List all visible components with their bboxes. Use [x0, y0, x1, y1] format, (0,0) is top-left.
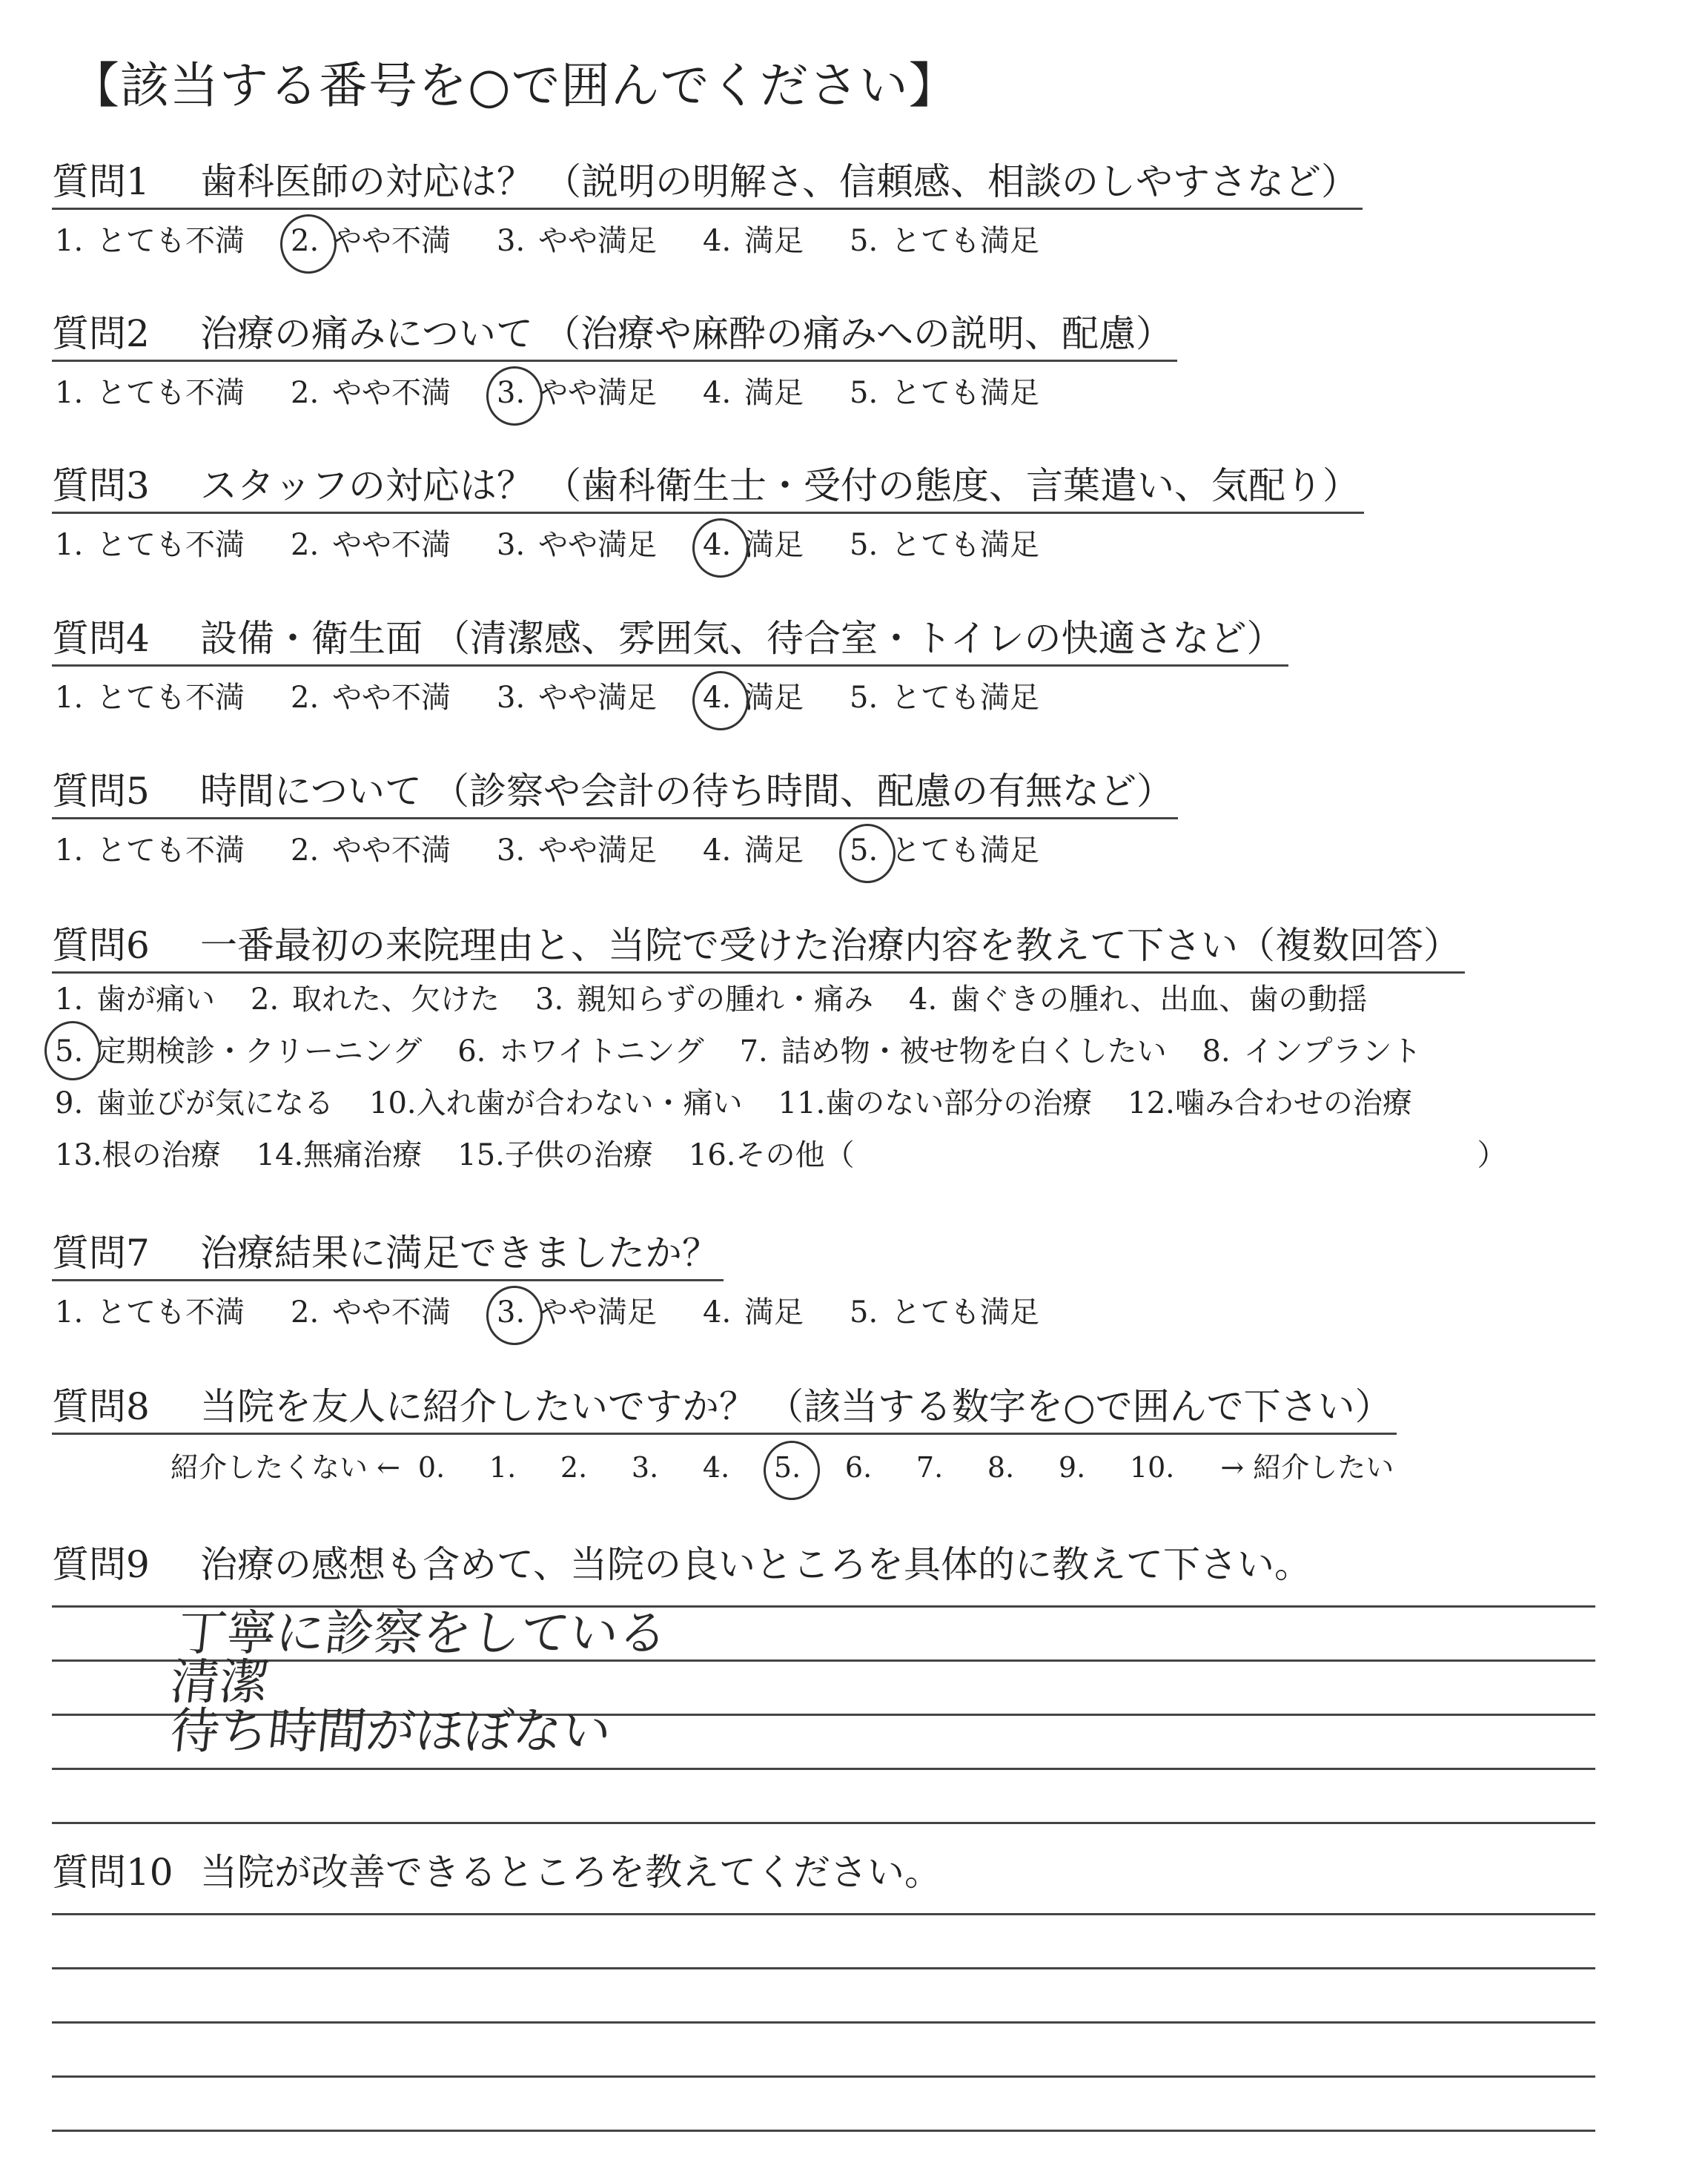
answer-line[interactable] — [52, 2024, 1595, 2078]
answer-option-3[interactable] — [494, 828, 657, 873]
question-number: 質問4 — [52, 617, 150, 660]
question-number: 質問5 — [52, 770, 150, 813]
option-label: やや満足 — [538, 376, 657, 410]
option-label: インプラント — [1243, 1034, 1422, 1069]
question-note: （清潔感、雰囲気、待合室・トイレの快適さなど） — [433, 617, 1284, 660]
option-label: 噛み合わせの治療 — [1174, 1086, 1412, 1120]
option-number: 5. — [850, 224, 878, 258]
handwritten-line: 丁寧に診察をしている — [175, 1605, 671, 1662]
answer-option-2[interactable] — [288, 676, 451, 720]
answer-options — [52, 523, 1364, 567]
answer-options — [52, 1290, 1082, 1335]
multi-choice-option[interactable] — [775, 1077, 1093, 1129]
multi-choice-option[interactable] — [1125, 1077, 1412, 1129]
answer-option-3[interactable] — [494, 676, 657, 720]
option-number: 1. — [55, 224, 84, 258]
option-label: 歯ぐきの腫れ、出血、歯の動揺 — [950, 982, 1368, 1017]
option-number: 5. — [850, 528, 878, 562]
option-number: 1. — [55, 376, 84, 410]
question-text: 治療の感想も含めて、当院の良いところを具体的に教えて下さい。 — [200, 1543, 1311, 1586]
question-text: 時間について — [200, 770, 422, 813]
answer-option-3[interactable] — [494, 371, 657, 415]
multi-choice-row — [52, 1077, 1540, 1129]
question-number: 質問9 — [52, 1543, 150, 1586]
option-number: 5. — [850, 376, 878, 410]
scale-left-label: 紹介したくない ← — [171, 1451, 400, 1484]
scale-number: 5. — [771, 1445, 811, 1490]
question-note: （説明の明解さ、信頼感、相談のしやすさなど） — [544, 160, 1358, 203]
scale-option[interactable] — [984, 1445, 1025, 1490]
answer-option-1[interactable] — [52, 371, 245, 415]
scale-number: 0. — [417, 1451, 446, 1484]
option-number: 5. — [850, 1295, 878, 1330]
option-label: やや不満 — [332, 376, 451, 410]
option-number: 4. — [703, 1295, 732, 1330]
option-number: 4. — [703, 376, 732, 410]
question-heading — [52, 1227, 724, 1281]
question-heading — [52, 919, 1465, 974]
question-8 — [52, 1381, 1409, 1490]
answer-option-1[interactable] — [52, 828, 245, 873]
option-number: 2. — [251, 982, 279, 1017]
option-label: ホワイトニング — [499, 1034, 704, 1069]
option-number: 5. — [850, 681, 878, 715]
question-heading — [52, 1381, 1397, 1435]
option-label: 歯並びが気になる — [96, 1086, 334, 1120]
answer-line[interactable] — [52, 1861, 1595, 1915]
question-6 — [52, 919, 1540, 1181]
option-number: 16. — [688, 1138, 736, 1172]
option-label: とても満足 — [891, 1295, 1039, 1330]
scale-option[interactable] — [771, 1445, 811, 1490]
option-number: 15. — [457, 1138, 505, 1172]
option-label: とても不満 — [96, 1295, 245, 1330]
option-number: 4. — [700, 676, 744, 720]
multi-choice-row — [52, 1129, 1540, 1181]
question-heading — [52, 156, 1363, 210]
question-note: （治療や麻酔の痛みへの説明、配慮） — [543, 312, 1173, 355]
question-number: 質問6 — [52, 924, 150, 967]
question-text: 当院を友人に紹介したいですか？ — [200, 1385, 756, 1428]
answer-option-1[interactable] — [52, 523, 245, 567]
option-label: 満足 — [744, 1295, 804, 1330]
question-note: （該当する数字を○で囲んで下さい） — [767, 1385, 1392, 1428]
option-label: やや不満 — [332, 1295, 451, 1330]
answer-option-5[interactable] — [847, 828, 1039, 873]
question-heading — [52, 460, 1364, 514]
multi-choice-option[interactable] — [366, 1077, 743, 1129]
scale-number: 4. — [702, 1451, 730, 1484]
question-number: 質問7 — [52, 1232, 150, 1275]
question-text: 歯科医師の対応は？ — [200, 160, 534, 203]
option-number: 3. — [497, 833, 526, 868]
option-number: 11. — [778, 1086, 826, 1120]
option-number: 3. — [497, 224, 526, 258]
option-number: 5. — [52, 1025, 96, 1077]
option-number: 7. — [739, 1034, 768, 1069]
option-label: 満足 — [744, 833, 804, 868]
question-text: 設備・衛生面 — [200, 617, 423, 660]
option-label: やや満足 — [538, 681, 657, 715]
option-number: 10. — [369, 1086, 417, 1120]
question-text: 当院が改善できるところを教えてください。 — [200, 1851, 941, 1894]
scale-number: 7. — [916, 1451, 944, 1484]
answer-option-3[interactable] — [494, 523, 657, 567]
scale-number: 2. — [560, 1451, 588, 1484]
multi-choice-option[interactable] — [454, 1025, 704, 1077]
answer-option-4[interactable] — [700, 219, 804, 263]
option-number: 13. — [55, 1138, 102, 1172]
option-label: やや満足 — [538, 833, 657, 868]
answer-option-3[interactable] — [494, 1290, 657, 1335]
answer-option-5[interactable] — [847, 1290, 1039, 1335]
recommend-scale — [156, 1445, 1409, 1490]
handwritten-answer — [168, 1605, 671, 1760]
scale-number: 3. — [631, 1451, 659, 1484]
option-number: 1. — [55, 1295, 84, 1330]
option-label: とても不満 — [96, 376, 245, 410]
question-number: 質問1 — [52, 160, 150, 203]
answer-options — [52, 219, 1363, 263]
option-number: 1. — [55, 833, 84, 868]
option-number: 2. — [291, 1295, 320, 1330]
multi-choice-option[interactable] — [52, 1025, 422, 1077]
option-label: やや不満 — [332, 681, 451, 715]
handwritten-line: 待ち時間がほぼない — [168, 1702, 615, 1760]
question-text: 治療の痛みについて — [200, 312, 533, 355]
option-label: 満足 — [744, 528, 804, 562]
option-label: とても満足 — [891, 528, 1039, 562]
multi-choice-row — [52, 1025, 1540, 1077]
option-number: 2. — [291, 681, 320, 715]
multi-choice-option[interactable] — [686, 1129, 1507, 1181]
option-label: 満足 — [744, 376, 804, 410]
option-number: 4. — [703, 833, 732, 868]
option-label: 入れ歯が合わない・痛い — [416, 1086, 743, 1120]
option-number: 3. — [497, 681, 526, 715]
answer-line[interactable] — [52, 1770, 1595, 1824]
question-number: 質問8 — [52, 1385, 150, 1428]
option-number: 3. — [494, 1290, 538, 1335]
option-number: 4. — [909, 982, 938, 1017]
option-label: やや不満 — [332, 833, 451, 868]
option-number: 2. — [291, 833, 320, 868]
option-number: 3. — [494, 371, 538, 415]
option-label: とても不満 — [96, 833, 245, 868]
option-label: やや不満 — [332, 224, 451, 258]
option-number: 8. — [1202, 1034, 1231, 1069]
option-label: 歯のない部分の治療 — [825, 1086, 1093, 1120]
scale-number: 8. — [987, 1451, 1015, 1484]
option-label: やや不満 — [332, 528, 451, 562]
multi-choice-option[interactable] — [1199, 1025, 1422, 1077]
option-label: その他（ ） — [735, 1138, 1507, 1172]
option-label: やや満足 — [538, 224, 657, 258]
answer-line[interactable] — [52, 1553, 1595, 1608]
option-label: とても満足 — [891, 376, 1039, 410]
question-heading — [52, 765, 1178, 819]
multi-choice-option[interactable] — [52, 1129, 221, 1181]
question-number: 質問10 — [52, 1851, 173, 1894]
scale-option[interactable] — [700, 1445, 740, 1490]
answer-option-1[interactable] — [52, 219, 245, 263]
option-label: 詰め物・被せ物を白くしたい — [781, 1034, 1167, 1069]
option-label: とても不満 — [96, 528, 245, 562]
option-number: 5. — [847, 828, 891, 873]
multi-choice-option[interactable] — [254, 1129, 423, 1181]
multi-choice-option[interactable] — [52, 1077, 334, 1129]
scale-number: 10. — [1129, 1451, 1175, 1484]
page-title: 【該当する番号を○で囲んでください】 — [70, 57, 959, 114]
scale-number: 9. — [1058, 1451, 1086, 1484]
answer-option-2[interactable] — [288, 828, 451, 873]
option-number: 3. — [535, 982, 564, 1017]
option-number: 2. — [291, 528, 320, 562]
option-label: とても満足 — [891, 681, 1039, 715]
question-text: スタッフの対応は？ — [200, 464, 534, 507]
scale-right-label: → 紹介したい — [1220, 1451, 1394, 1484]
scale-option[interactable] — [842, 1445, 882, 1490]
option-label: 取れた、欠けた — [292, 982, 500, 1017]
answer-option-5[interactable] — [847, 523, 1039, 567]
option-label: 無痛治療 — [303, 1138, 423, 1172]
option-label: とても満足 — [891, 224, 1039, 258]
answer-option-2[interactable] — [288, 219, 451, 263]
option-number: 1. — [55, 982, 84, 1017]
answer-option-4[interactable] — [700, 1290, 804, 1335]
option-number: 14. — [256, 1138, 304, 1172]
question-text: 一番最初の来院理由と、当院で受けた治療内容を教えて下さい（複数回答） — [200, 924, 1460, 967]
option-label: 子供の治療 — [504, 1138, 653, 1172]
answer-option-4[interactable] — [700, 676, 804, 720]
question-number: 質問3 — [52, 464, 150, 507]
question-7 — [52, 1227, 1082, 1335]
question-2 — [52, 308, 1177, 415]
question-note: （診察や会計の待ち時間、配慮の有無など） — [432, 770, 1174, 813]
question-text: 治療結果に満足できましたか？ — [200, 1232, 719, 1275]
question-heading — [52, 308, 1177, 362]
answer-option-3[interactable] — [494, 219, 657, 263]
answer-option-2[interactable] — [288, 523, 451, 567]
option-label: 満足 — [744, 681, 804, 715]
option-label: やや満足 — [538, 1295, 657, 1330]
scale-option[interactable] — [1056, 1445, 1096, 1490]
answer-option-5[interactable] — [847, 219, 1039, 263]
option-label: とても不満 — [96, 224, 245, 258]
scale-number: 1. — [489, 1451, 517, 1484]
option-number: 2. — [291, 376, 320, 410]
option-label: 親知らずの腫れ・痛み — [577, 982, 873, 1017]
multi-choice-option[interactable] — [454, 1129, 653, 1181]
multi-choice-row — [52, 974, 1540, 1025]
answer-option-4[interactable] — [700, 828, 804, 873]
answer-option-2[interactable] — [288, 1290, 451, 1335]
option-number: 4. — [703, 224, 732, 258]
question-number: 質問2 — [52, 312, 150, 355]
answer-options — [52, 676, 1288, 720]
question-note: （歯科衛生士・受付の態度、言葉遣い、気配り） — [544, 464, 1360, 507]
answer-lines — [52, 1861, 1595, 2132]
question-heading — [52, 612, 1288, 667]
option-label: とても不満 — [96, 681, 245, 715]
answer-option-1[interactable] — [52, 1290, 245, 1335]
answer-options — [52, 828, 1178, 873]
option-number: 9. — [55, 1086, 84, 1120]
question-5 — [52, 765, 1178, 873]
multi-choice-option[interactable] — [906, 974, 1367, 1025]
answer-line[interactable] — [52, 1969, 1595, 2024]
answer-line[interactable] — [52, 2078, 1595, 2132]
multi-choice-option[interactable] — [532, 974, 873, 1025]
answer-option-4[interactable] — [700, 371, 804, 415]
scale-option[interactable] — [629, 1445, 669, 1490]
option-label: 歯が痛い — [96, 982, 215, 1017]
multi-choice-option[interactable] — [52, 974, 215, 1025]
option-number: 1. — [55, 528, 84, 562]
answer-option-5[interactable] — [847, 676, 1039, 720]
option-number: 3. — [497, 528, 526, 562]
question-4 — [52, 612, 1288, 720]
handwritten-line: 清潔 — [168, 1654, 272, 1711]
option-label: 定期検診・クリーニング — [96, 1034, 423, 1069]
scale-option[interactable] — [415, 1445, 455, 1490]
option-label: 満足 — [744, 224, 804, 258]
scale-option[interactable] — [1127, 1445, 1174, 1490]
option-label: やや満足 — [538, 528, 657, 562]
answer-option-2[interactable] — [288, 371, 451, 415]
option-number: 4. — [700, 523, 744, 567]
scale-option[interactable] — [557, 1445, 598, 1490]
multi-choice-option[interactable] — [248, 974, 500, 1025]
answer-line[interactable] — [52, 1915, 1595, 1969]
answer-options — [52, 371, 1177, 415]
multi-choice-option[interactable] — [737, 1025, 1167, 1077]
option-number: 12. — [1128, 1086, 1175, 1120]
option-number: 1. — [55, 681, 84, 715]
question-3 — [52, 460, 1364, 567]
scale-number: 6. — [844, 1451, 873, 1484]
option-number: 6. — [457, 1034, 486, 1069]
scale-option[interactable] — [913, 1445, 953, 1490]
answer-option-1[interactable] — [52, 676, 245, 720]
answer-option-5[interactable] — [847, 371, 1039, 415]
answer-option-4[interactable] — [700, 523, 804, 567]
scale-option[interactable] — [486, 1445, 526, 1490]
option-label: 根の治療 — [102, 1138, 221, 1172]
question-1 — [52, 156, 1363, 263]
option-label: とても満足 — [891, 833, 1039, 868]
option-number: 2. — [288, 219, 332, 263]
